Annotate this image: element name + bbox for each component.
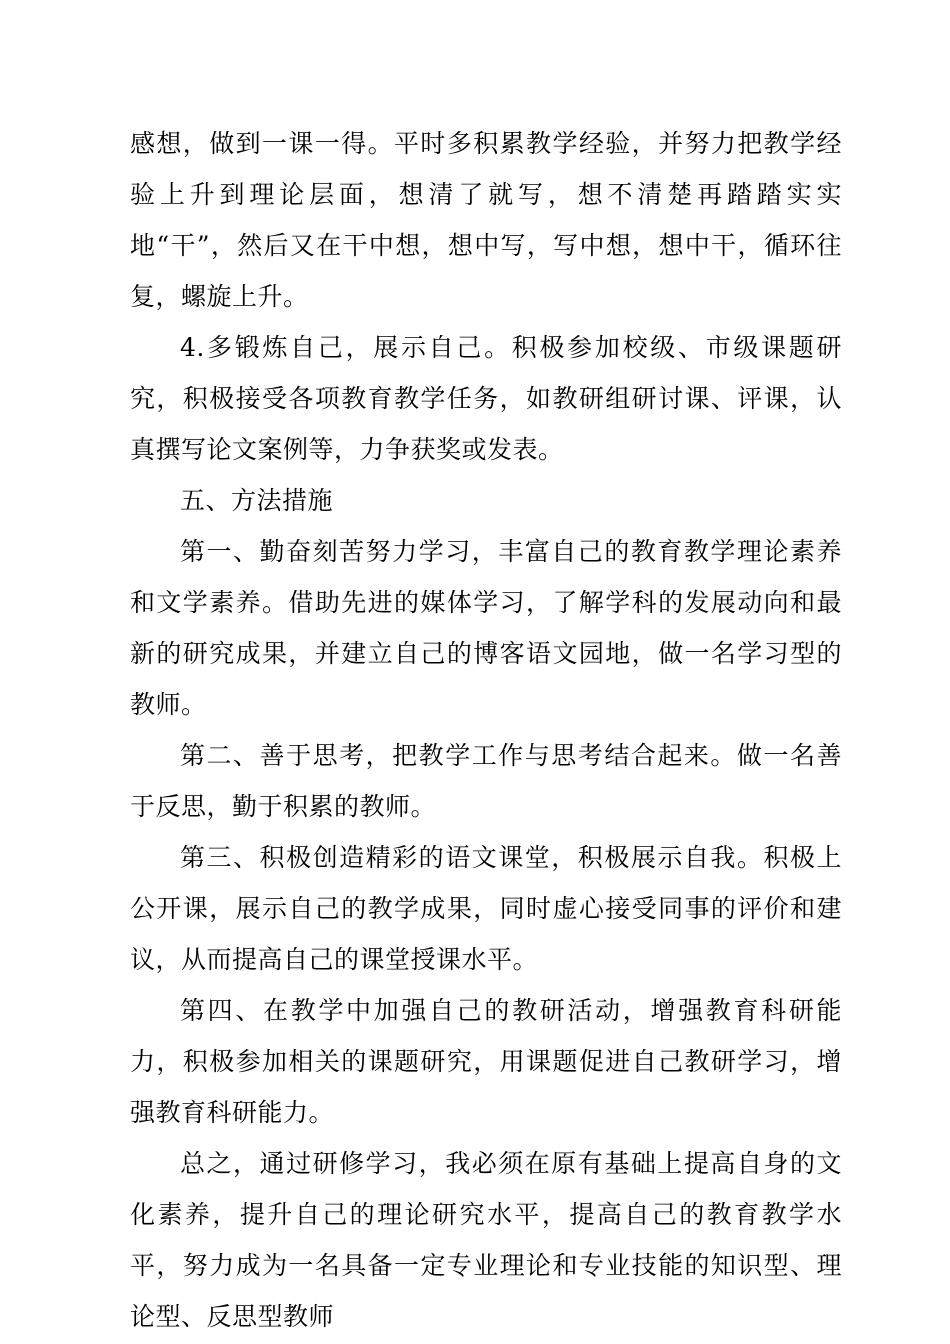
paragraph-measure-1: 第一、勤奋刻苦努力学习，丰富自己的教育教学理论素养和文学素养。借助先进的媒体学习，了解学科的发展动向和最新的研究成果，并建立自己的博客语文园地，做一名学习型的教师。 xyxy=(130,537,842,719)
paragraph-measure-3: 第三、积极创造精彩的语文课堂，积极展示自我。积极上公开课，展示自己的教学成果，同时虚心接受同事的评价和建议，从而提高自己的课堂授课水平。 xyxy=(130,843,842,974)
paragraph-measure-4: 第四、在教学中加强自己的教研活动，增强教育科研能力，积极参加相关的课题研究，用课题促进自己教研学习，增强教育科研能力。 xyxy=(130,996,842,1127)
paragraph-measure-2: 第二、善于思考，把教学工作与思考结合起来。做一名善于反思，勤于积累的教师。 xyxy=(130,741,842,821)
document-body xyxy=(130,118,842,1342)
section-heading-methods: 五、方法措施 xyxy=(180,486,334,515)
paragraph-summary: 总之，通过研修学习，我必须在原有基础上提高自身的文化素养，提升自己的理论研究水平，提高自己的教育教学水平，努力成为一名具备一定专业理论和专业技能的知识型、理论型、反思型教师 xyxy=(130,1149,842,1331)
paragraph-item-4: 4.多锻炼自己，展示自己。积极参加校级、市级课题研究，积极接受各项教育教学任务，如教研组研讨课、评课，认真撰写论文案例等，力争获奖或发表。 xyxy=(130,333,842,464)
paragraph-continuation: 感想，做到一课一得。平时多积累教学经验，并努力把教学经验上升到理论层面，想清了就写，想不清楚再踏踏实实地“干”，然后又在干中想，想中写，写中想，想中干，循环往复，螺旋上升。 xyxy=(130,129,842,311)
